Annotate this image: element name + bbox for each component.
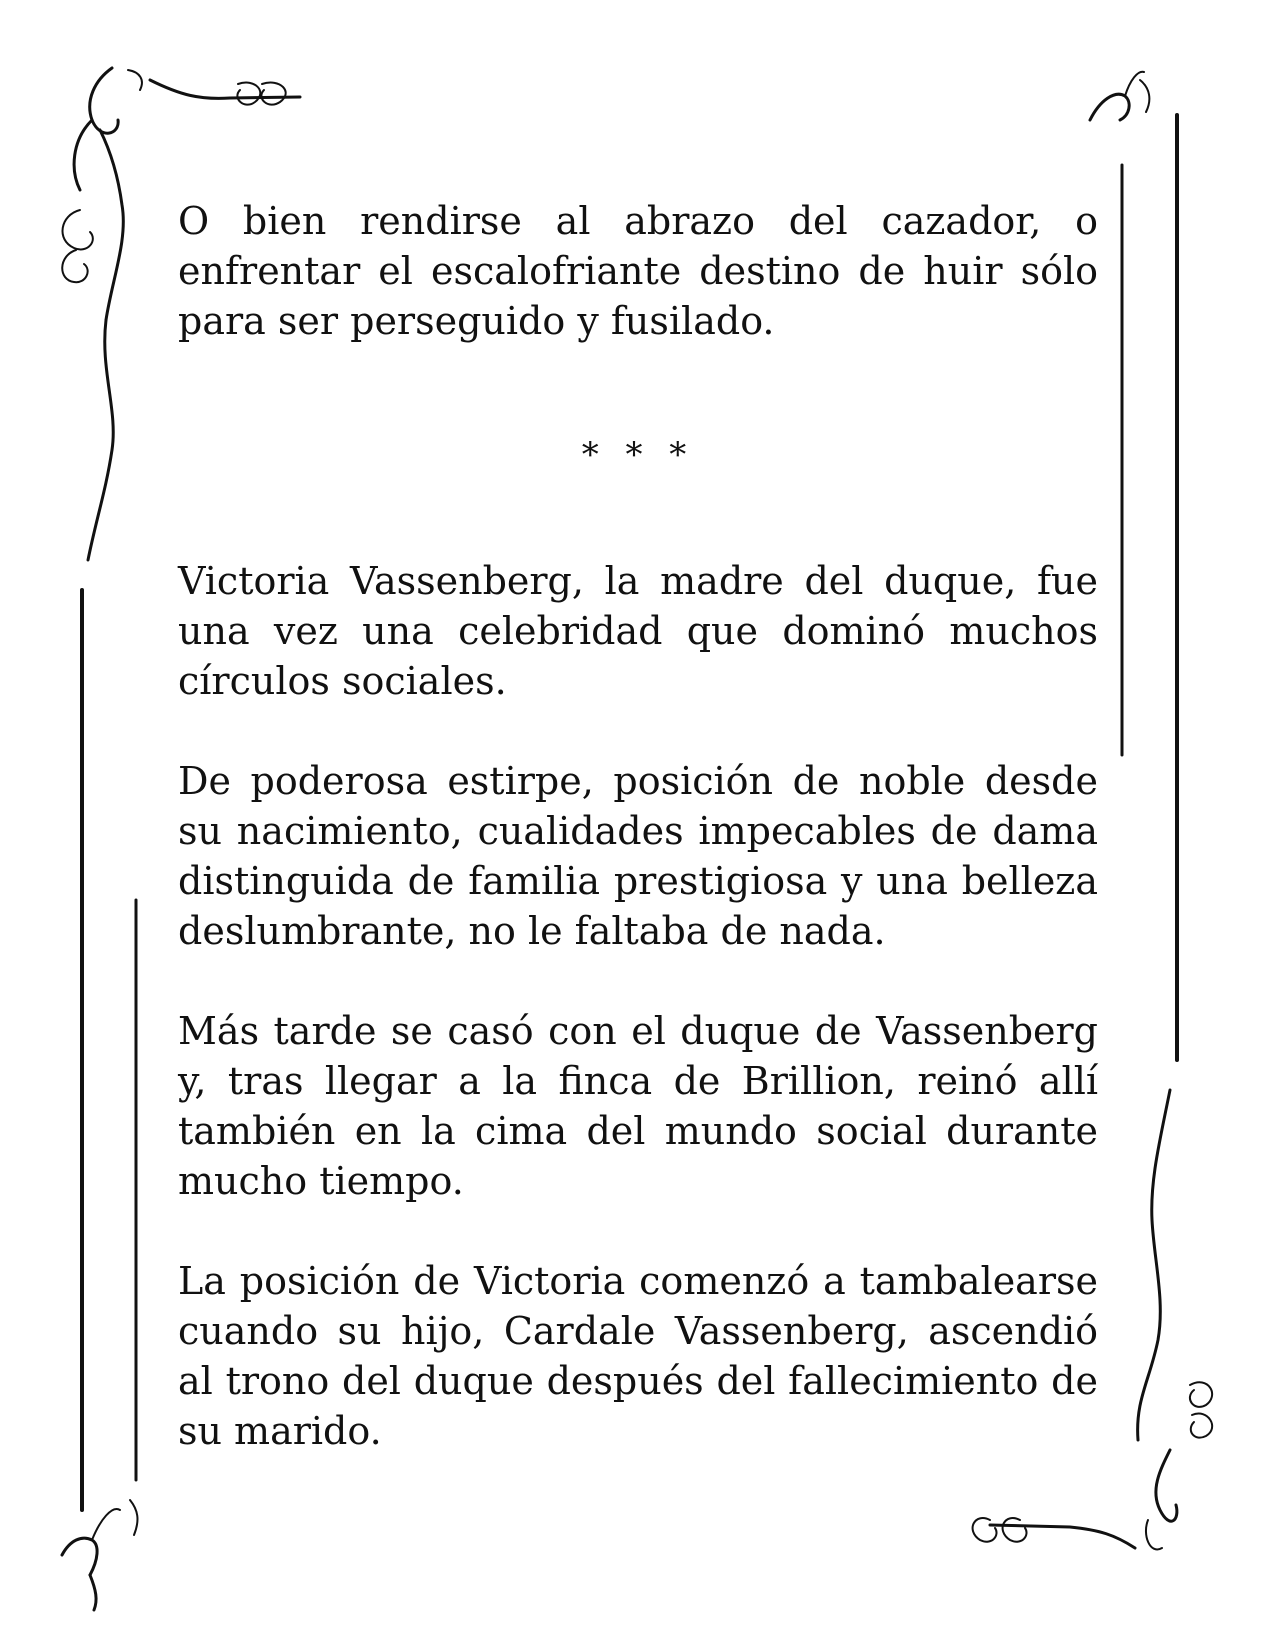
flourish-bottom-left	[62, 1500, 137, 1610]
flourish-top-right	[1090, 72, 1149, 120]
document-body	[178, 196, 1098, 1456]
paragraph-2: Victoria Vassenberg, la madre del duque, fue una vez una celebridad que dominó muchos círculos sociales.	[178, 559, 1098, 703]
paragraph-1: O bien rendirse al abrazo del cazador, o enfrentar el escalofriante destino de huir sólo para ser perseguido y fusilado.	[178, 199, 1098, 343]
paragraph-4: Más tarde se casó con el duque de Vassenberg y, tras llegar a la finca de Brillion, reinó allí también en la cima del mundo social durante mucho tiempo.	[178, 1009, 1098, 1203]
scene-separator: * * *	[581, 435, 695, 475]
paragraph-3: De poderosa estirpe, posición de noble desde su nacimiento, cualidades impecables de dama distinguida de familia prestigiosa y una belleza deslumbrante, no le faltaba de nada.	[178, 759, 1098, 953]
paragraph-5: La posición de Victoria comenzó a tambalearse cuando su hijo, Cardale Vassenberg, ascendió al trono del duque después del fallecimiento de su marido.	[178, 1259, 1098, 1453]
